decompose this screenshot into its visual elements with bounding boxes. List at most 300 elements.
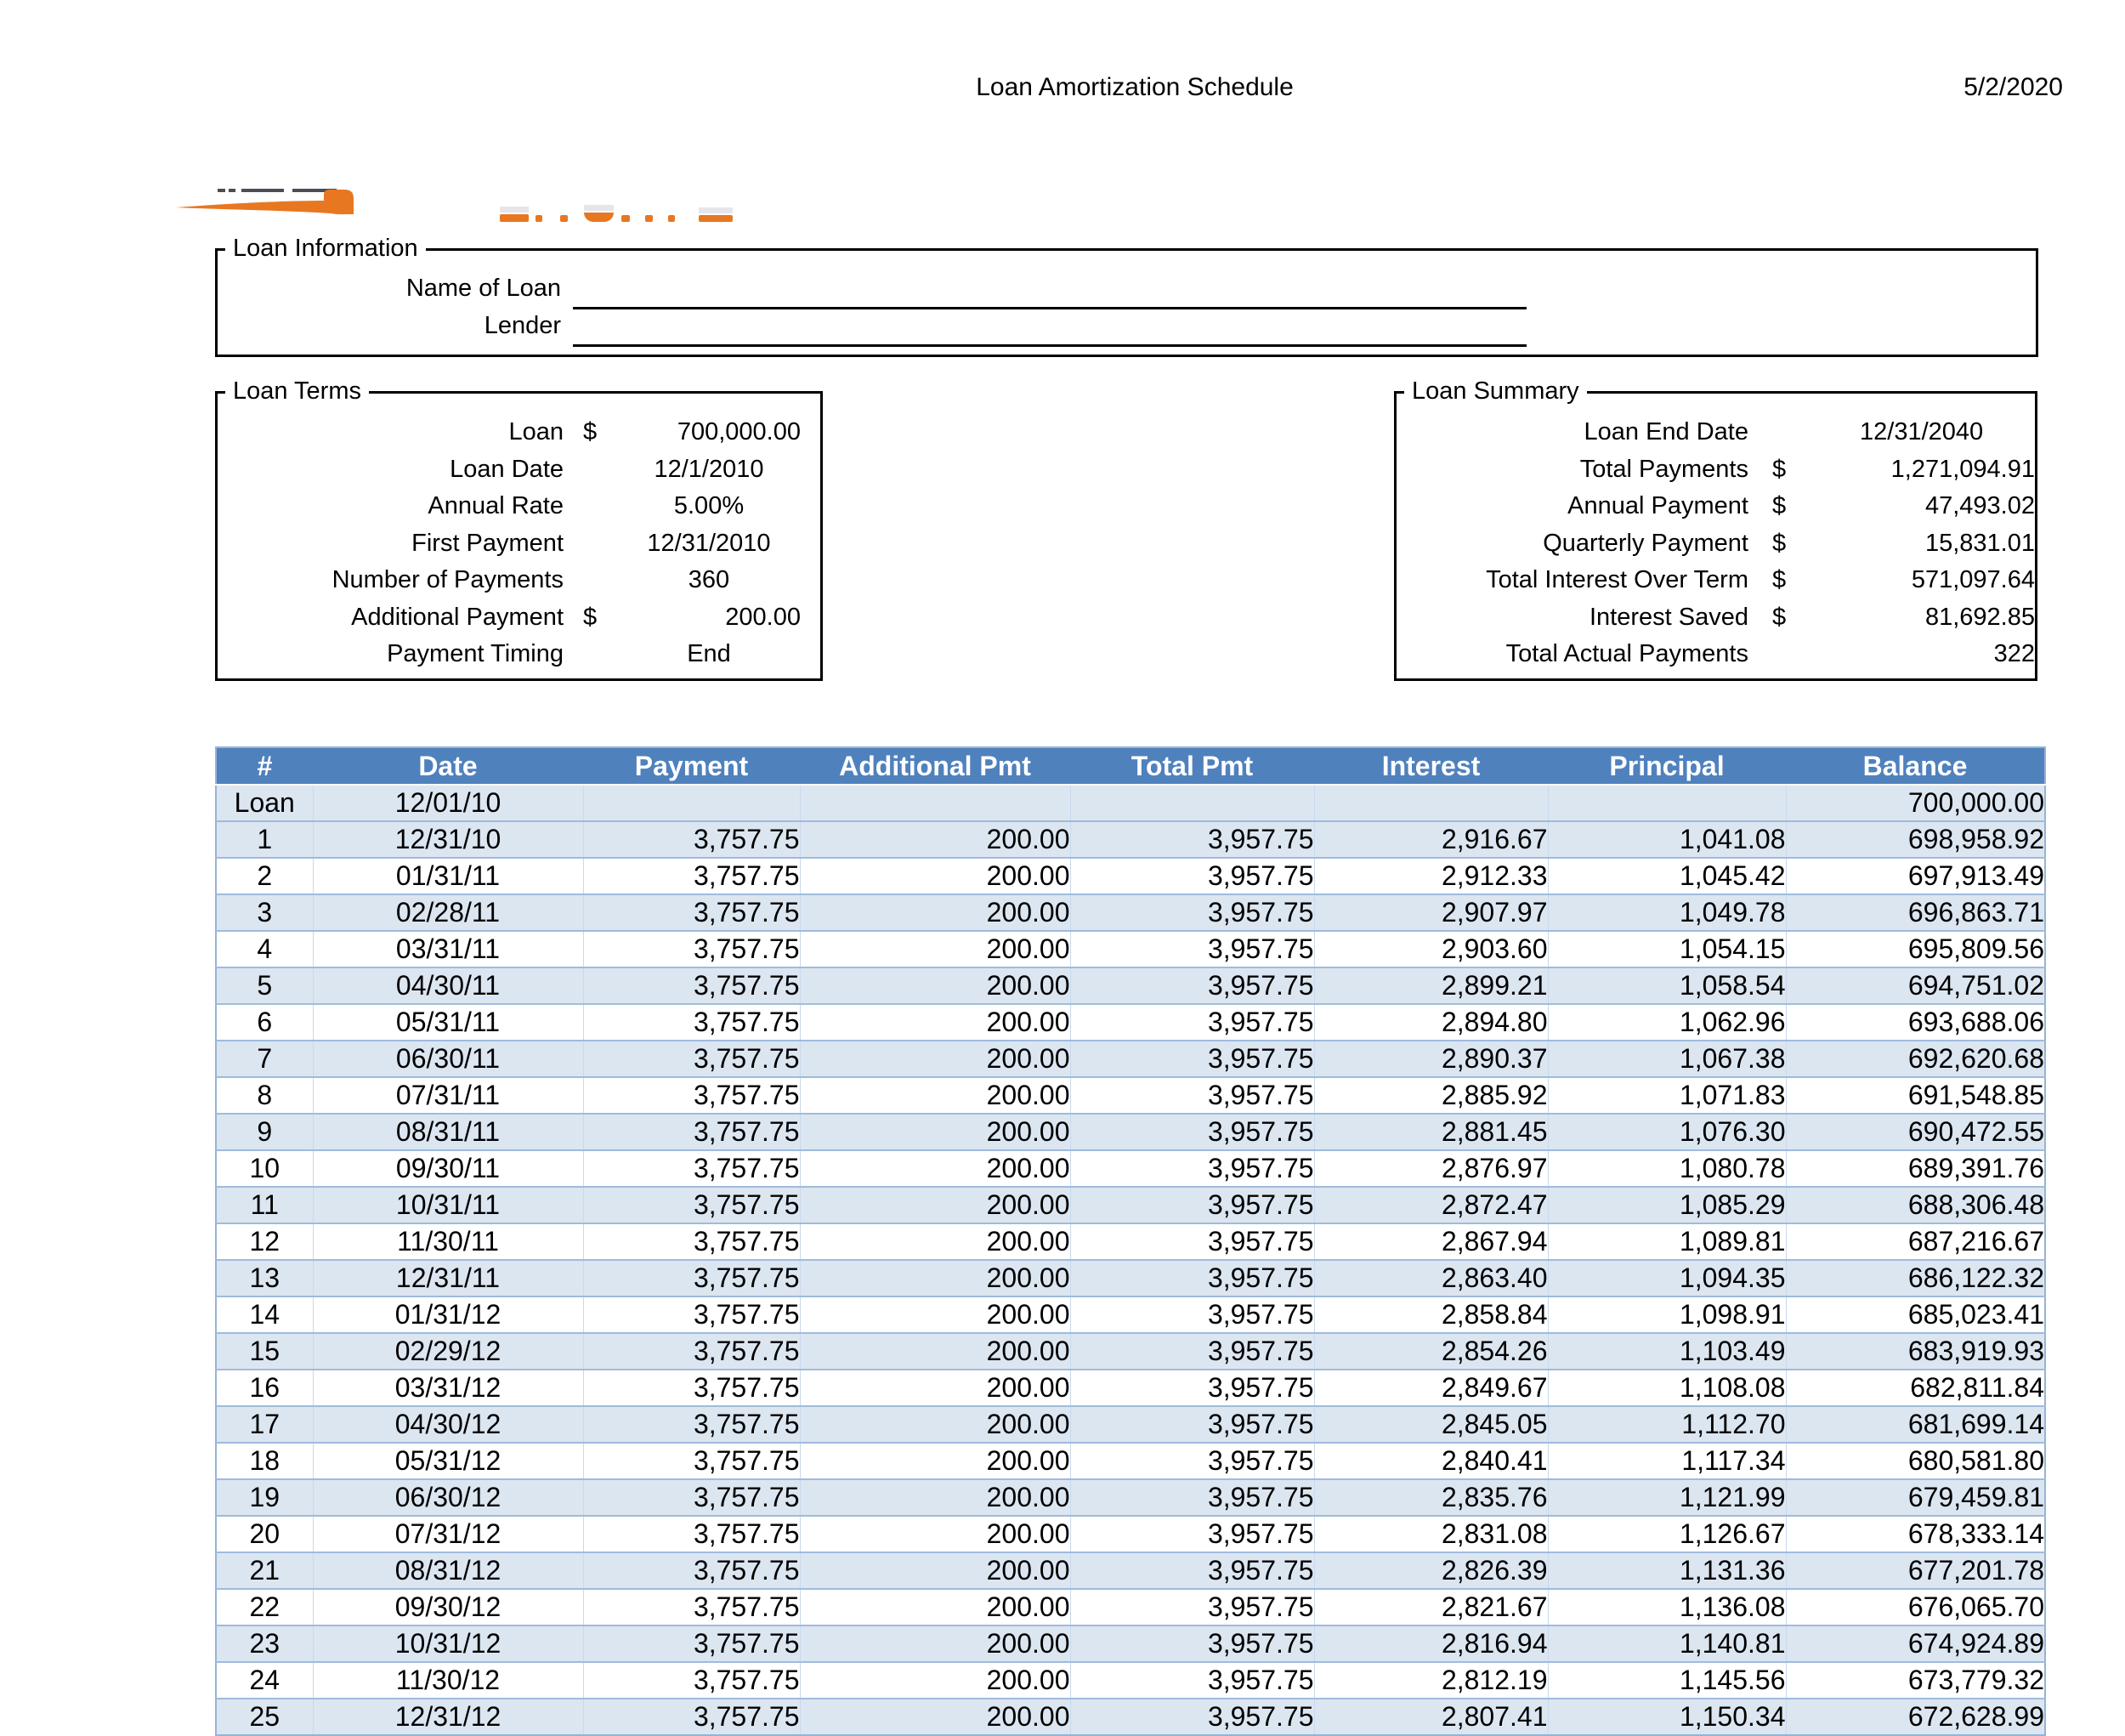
balance-cell: 687,216.67 <box>1786 1223 2045 1260</box>
interest-cell: 2,854.26 <box>1314 1333 1548 1370</box>
additional-pmt-cell <box>800 785 1070 821</box>
balance-cell: 680,581.80 <box>1786 1443 2045 1479</box>
balance-cell: 677,201.78 <box>1786 1552 2045 1589</box>
row-number-cell: 16 <box>216 1370 313 1406</box>
date-cell: 07/31/11 <box>313 1077 583 1114</box>
principal-cell: 1,080.78 <box>1548 1150 1786 1187</box>
term-value: 700,000.00 <box>677 418 801 446</box>
table-row <box>216 931 2045 967</box>
loan-terms-row <box>218 451 820 489</box>
balance-cell: 673,779.32 <box>1786 1662 2045 1699</box>
column-header-num: # <box>216 747 313 785</box>
date-cell: 08/31/12 <box>313 1552 583 1589</box>
table-row <box>216 1370 2045 1406</box>
additional-pmt-cell: 200.00 <box>800 1699 1070 1735</box>
interest-cell: 2,858.84 <box>1314 1296 1548 1333</box>
principal-cell: 1,049.78 <box>1548 894 1786 931</box>
interest-cell <box>1314 785 1548 821</box>
loan-terms-row <box>218 488 820 525</box>
row-number-cell: 21 <box>216 1552 313 1589</box>
balance-cell: 697,913.49 <box>1786 858 2045 894</box>
row-number-cell: 10 <box>216 1150 313 1187</box>
summary-value: 47,493.02 <box>1924 492 2035 520</box>
term-label: First Payment <box>411 529 564 557</box>
currency-symbol: $ <box>1771 566 1787 594</box>
table-row <box>216 1333 2045 1370</box>
total-pmt-cell: 3,957.75 <box>1070 1406 1314 1443</box>
table-row <box>216 1552 2045 1589</box>
term-value: 200.00 <box>725 603 801 631</box>
total-pmt-cell: 3,957.75 <box>1070 1114 1314 1150</box>
logo-letter-fragment-icon <box>668 215 675 222</box>
loan-summary-legend: Loan Summary <box>1404 377 1587 406</box>
loan-terms-rows <box>218 414 820 673</box>
principal-cell: 1,117.34 <box>1548 1443 1786 1479</box>
total-pmt-cell: 3,957.75 <box>1070 1662 1314 1699</box>
payment-cell: 3,757.75 <box>583 1004 800 1041</box>
interest-cell: 2,894.80 <box>1314 1004 1548 1041</box>
currency-symbol: $ <box>1771 492 1787 520</box>
additional-pmt-cell: 200.00 <box>800 858 1070 894</box>
total-pmt-cell: 3,957.75 <box>1070 1150 1314 1187</box>
summary-label: Annual Payment <box>1567 492 1748 520</box>
date-cell: 03/31/12 <box>313 1370 583 1406</box>
total-pmt-cell: 3,957.75 <box>1070 1625 1314 1662</box>
summary-label: Quarterly Payment <box>1543 529 1748 557</box>
total-pmt-cell: 3,957.75 <box>1070 1223 1314 1260</box>
interest-cell: 2,807.41 <box>1314 1699 1548 1735</box>
logo-letter-fragment-icon <box>699 215 733 222</box>
payment-cell: 3,757.75 <box>583 1041 800 1077</box>
balance-cell: 676,065.70 <box>1786 1589 2045 1625</box>
table-row <box>216 1406 2045 1443</box>
total-pmt-cell: 3,957.75 <box>1070 1516 1314 1552</box>
table-row <box>216 1699 2045 1735</box>
total-pmt-cell: 3,957.75 <box>1070 1260 1314 1296</box>
interest-cell: 2,907.97 <box>1314 894 1548 931</box>
logo-letter-fragment-icon <box>500 214 529 222</box>
row-number-cell: 23 <box>216 1625 313 1662</box>
interest-cell: 2,916.67 <box>1314 821 1548 858</box>
row-number-cell: 4 <box>216 931 313 967</box>
row-number-cell: 14 <box>216 1296 313 1333</box>
loan-terms-row <box>218 636 820 673</box>
interest-cell: 2,831.08 <box>1314 1516 1548 1552</box>
logo-letter-fragment-icon <box>560 215 568 222</box>
additional-pmt-cell: 200.00 <box>800 894 1070 931</box>
row-number-cell: 12 <box>216 1223 313 1260</box>
date-cell: 10/31/11 <box>313 1187 583 1223</box>
loan-summary-rows <box>1397 414 2035 673</box>
date-cell: 07/31/12 <box>313 1516 583 1552</box>
summary-value: 1,271,094.91 <box>1890 455 2035 483</box>
loan-summary-section <box>1394 377 2037 681</box>
payment-cell: 3,757.75 <box>583 1516 800 1552</box>
payment-cell: 3,757.75 <box>583 1370 800 1406</box>
total-pmt-cell: 3,957.75 <box>1070 1004 1314 1041</box>
term-value: End <box>687 640 731 668</box>
date-cell: 04/30/11 <box>313 967 583 1004</box>
principal-cell <box>1548 785 1786 821</box>
principal-cell: 1,058.54 <box>1548 967 1786 1004</box>
principal-cell: 1,054.15 <box>1548 931 1786 967</box>
interest-cell: 2,903.60 <box>1314 931 1548 967</box>
principal-cell: 1,103.49 <box>1548 1333 1786 1370</box>
balance-cell: 688,306.48 <box>1786 1187 2045 1223</box>
row-number-cell: 17 <box>216 1406 313 1443</box>
table-row <box>216 1041 2045 1077</box>
date-cell: 04/30/12 <box>313 1406 583 1443</box>
date-cell: 12/31/11 <box>313 1260 583 1296</box>
additional-pmt-cell: 200.00 <box>800 1296 1070 1333</box>
balance-cell: 694,751.02 <box>1786 967 2045 1004</box>
additional-pmt-cell: 200.00 <box>800 1114 1070 1150</box>
table-header <box>216 747 2045 785</box>
summary-value: 571,097.64 <box>1911 566 2035 594</box>
principal-cell: 1,071.83 <box>1548 1077 1786 1114</box>
payment-cell: 3,757.75 <box>583 821 800 858</box>
date-cell: 11/30/11 <box>313 1223 583 1260</box>
loan-summary-row <box>1397 525 2035 563</box>
row-number-cell: 2 <box>216 858 313 894</box>
principal-cell: 1,131.36 <box>1548 1552 1786 1589</box>
balance-cell: 695,809.56 <box>1786 931 2045 967</box>
total-pmt-cell: 3,957.75 <box>1070 1333 1314 1370</box>
logo-letter-fragment-icon <box>536 215 542 222</box>
row-number-cell: 5 <box>216 967 313 1004</box>
table-row <box>216 1479 2045 1516</box>
table-row <box>216 1589 2045 1625</box>
table-row <box>216 1077 2045 1114</box>
loan-summary-row <box>1397 451 2035 489</box>
principal-cell: 1,089.81 <box>1548 1223 1786 1260</box>
currency-symbol: $ <box>1771 529 1787 557</box>
total-pmt-cell: 3,957.75 <box>1070 1077 1314 1114</box>
table-row <box>216 1114 2045 1150</box>
loan-summary-row <box>1397 562 2035 599</box>
row-number-cell: 1 <box>216 821 313 858</box>
total-pmt-cell: 3,957.75 <box>1070 1479 1314 1516</box>
table-row <box>216 858 2045 894</box>
term-label: Loan Date <box>450 455 564 483</box>
summary-value: 12/31/2040 <box>1860 418 1984 446</box>
additional-pmt-cell: 200.00 <box>800 1625 1070 1662</box>
row-number-cell: 8 <box>216 1077 313 1114</box>
date-cell: 10/31/12 <box>313 1625 583 1662</box>
principal-cell: 1,045.42 <box>1548 858 1786 894</box>
total-pmt-cell: 3,957.75 <box>1070 1443 1314 1479</box>
term-value: 12/31/2010 <box>647 529 771 557</box>
interest-cell: 2,912.33 <box>1314 858 1548 894</box>
company-logo-cropped <box>0 0 765 238</box>
date-cell: 09/30/11 <box>313 1150 583 1187</box>
term-label: Annual Rate <box>428 492 564 520</box>
additional-pmt-cell: 200.00 <box>800 1589 1070 1625</box>
additional-pmt-cell: 200.00 <box>800 1406 1070 1443</box>
logo-letter-fragment-icon <box>645 215 653 222</box>
payment-cell: 3,757.75 <box>583 1296 800 1333</box>
total-pmt-cell: 3,957.75 <box>1070 821 1314 858</box>
total-pmt-cell: 3,957.75 <box>1070 1041 1314 1077</box>
balance-cell: 696,863.71 <box>1786 894 2045 931</box>
loan-terms-section <box>215 377 823 681</box>
additional-pmt-cell: 200.00 <box>800 821 1070 858</box>
loan-origination-row <box>216 785 2045 821</box>
date-cell: 12/31/12 <box>313 1699 583 1735</box>
logo-letter-fragment-icon <box>500 207 529 213</box>
term-value: 360 <box>688 566 730 594</box>
principal-cell: 1,136.08 <box>1548 1589 1786 1625</box>
term-label: Loan <box>508 418 564 446</box>
balance-cell: 698,958.92 <box>1786 821 2045 858</box>
summary-value: 81,692.85 <box>1924 603 2035 631</box>
payment-cell: 3,757.75 <box>583 858 800 894</box>
loan-terms-row <box>218 414 820 451</box>
payment-cell: 3,757.75 <box>583 1552 800 1589</box>
additional-pmt-cell: 200.00 <box>800 967 1070 1004</box>
payment-cell: 3,757.75 <box>583 1114 800 1150</box>
summary-label: Loan End Date <box>1584 418 1748 446</box>
total-pmt-cell: 3,957.75 <box>1070 1187 1314 1223</box>
payment-cell: 3,757.75 <box>583 1443 800 1479</box>
payment-cell: 3,757.75 <box>583 1187 800 1223</box>
interest-cell: 2,821.67 <box>1314 1589 1548 1625</box>
date-cell: 12/01/10 <box>313 785 583 821</box>
logo-letter-fragment-icon <box>584 205 614 211</box>
column-header-total-pmt: Total Pmt <box>1070 747 1314 785</box>
principal-cell: 1,121.99 <box>1548 1479 1786 1516</box>
date-cell: 05/31/12 <box>313 1443 583 1479</box>
additional-pmt-cell: 200.00 <box>800 1150 1070 1187</box>
table-row <box>216 967 2045 1004</box>
principal-cell: 1,150.34 <box>1548 1699 1786 1735</box>
loan-summary-row <box>1397 488 2035 525</box>
interest-cell: 2,835.76 <box>1314 1479 1548 1516</box>
balance-cell: 672,628.99 <box>1786 1699 2045 1735</box>
payment-cell: 3,757.75 <box>583 1589 800 1625</box>
additional-pmt-cell: 200.00 <box>800 1443 1070 1479</box>
additional-pmt-cell: 200.00 <box>800 1552 1070 1589</box>
interest-cell: 2,845.05 <box>1314 1406 1548 1443</box>
principal-cell: 1,067.38 <box>1548 1041 1786 1077</box>
principal-cell: 1,145.56 <box>1548 1662 1786 1699</box>
table-row <box>216 1296 2045 1333</box>
term-label: Additional Payment <box>351 603 564 631</box>
payment-cell: 3,757.75 <box>583 1625 800 1662</box>
interest-cell: 2,881.45 <box>1314 1114 1548 1150</box>
date-cell: 01/31/12 <box>313 1296 583 1333</box>
balance-cell: 674,924.89 <box>1786 1625 2045 1662</box>
balance-cell: 678,333.14 <box>1786 1516 2045 1552</box>
balance-cell: 686,122.32 <box>1786 1260 2045 1296</box>
loan-information-legend: Loan Information <box>225 235 426 263</box>
summary-label: Total Interest Over Term <box>1486 566 1748 594</box>
logo-letter-fragment-icon <box>699 207 733 213</box>
interest-cell: 2,876.97 <box>1314 1150 1548 1187</box>
term-label: Payment Timing <box>387 640 564 668</box>
principal-cell: 1,108.08 <box>1548 1370 1786 1406</box>
row-number-cell: Loan <box>216 785 313 821</box>
table-row <box>216 1443 2045 1479</box>
balance-cell: 691,548.85 <box>1786 1077 2045 1114</box>
additional-pmt-cell: 200.00 <box>800 1260 1070 1296</box>
payment-cell <box>583 785 800 821</box>
summary-label: Total Actual Payments <box>1505 640 1748 668</box>
table-row <box>216 1260 2045 1296</box>
balance-cell: 690,472.55 <box>1786 1114 2045 1150</box>
column-header-interest: Interest <box>1314 747 1548 785</box>
row-number-cell: 19 <box>216 1479 313 1516</box>
interest-cell: 2,826.39 <box>1314 1552 1548 1589</box>
additional-pmt-cell: 200.00 <box>800 1041 1070 1077</box>
currency-symbol: $ <box>583 418 598 446</box>
table-row <box>216 1004 2045 1041</box>
term-value: 5.00% <box>673 492 745 520</box>
page-title: Loan Amortization Schedule <box>976 73 1294 101</box>
interest-cell: 2,863.40 <box>1314 1260 1548 1296</box>
logo-letter-fragment-icon <box>621 215 630 222</box>
total-pmt-cell: 3,957.75 <box>1070 1699 1314 1735</box>
date-cell: 02/28/11 <box>313 894 583 931</box>
loan-terms-row <box>218 599 820 637</box>
payment-cell: 3,757.75 <box>583 1699 800 1735</box>
balance-cell: 682,811.84 <box>1786 1370 2045 1406</box>
loan-terms-row <box>218 525 820 563</box>
term-value: 12/1/2010 <box>654 455 764 483</box>
lender-field[interactable] <box>573 344 1527 347</box>
total-pmt-cell: 3,957.75 <box>1070 894 1314 931</box>
total-pmt-cell: 3,957.75 <box>1070 967 1314 1004</box>
row-number-cell: 24 <box>216 1662 313 1699</box>
additional-pmt-cell: 200.00 <box>800 1077 1070 1114</box>
date-cell: 09/30/12 <box>313 1589 583 1625</box>
term-label: Number of Payments <box>332 566 564 594</box>
summary-value: 15,831.01 <box>1924 529 2035 557</box>
interest-cell: 2,872.47 <box>1314 1187 1548 1223</box>
table-row <box>216 1223 2045 1260</box>
summary-label: Interest Saved <box>1589 603 1748 631</box>
table-row <box>216 1516 2045 1552</box>
principal-cell: 1,140.81 <box>1548 1625 1786 1662</box>
payment-cell: 3,757.75 <box>583 1406 800 1443</box>
additional-pmt-cell: 200.00 <box>800 1004 1070 1041</box>
table-row <box>216 821 2045 858</box>
row-number-cell: 25 <box>216 1699 313 1735</box>
balance-cell: 692,620.68 <box>1786 1041 2045 1077</box>
payment-cell: 3,757.75 <box>583 1479 800 1516</box>
logo-swoosh-icon <box>174 183 370 217</box>
date-cell: 02/29/12 <box>313 1333 583 1370</box>
loan-summary-row <box>1397 414 2035 451</box>
name-of-loan-field[interactable] <box>573 307 1527 309</box>
balance-cell: 689,391.76 <box>1786 1150 2045 1187</box>
principal-cell: 1,094.35 <box>1548 1260 1786 1296</box>
name-of-loan-label: Name of Loan <box>405 275 561 302</box>
balance-cell: 683,919.93 <box>1786 1333 2045 1370</box>
row-number-cell: 22 <box>216 1589 313 1625</box>
payment-cell: 3,757.75 <box>583 967 800 1004</box>
schedule-rows <box>216 821 2045 1735</box>
row-number-cell: 20 <box>216 1516 313 1552</box>
summary-value: 322 <box>1993 640 2035 668</box>
balance-cell: 685,023.41 <box>1786 1296 2045 1333</box>
loan-terms-row <box>218 562 820 599</box>
table-row <box>216 1625 2045 1662</box>
balance-cell: 679,459.81 <box>1786 1479 2045 1516</box>
row-number-cell: 18 <box>216 1443 313 1479</box>
loan-terms-legend: Loan Terms <box>225 377 369 406</box>
print-date: 5/2/2020 <box>1964 73 2063 101</box>
additional-pmt-cell: 200.00 <box>800 1370 1070 1406</box>
payment-cell: 3,757.75 <box>583 1260 800 1296</box>
table-row <box>216 894 2045 931</box>
balance-cell: 681,699.14 <box>1786 1406 2045 1443</box>
table-row <box>216 1662 2045 1699</box>
balance-cell: 700,000.00 <box>1786 785 2045 821</box>
principal-cell: 1,126.67 <box>1548 1516 1786 1552</box>
lender-label: Lender <box>484 312 561 339</box>
date-cell: 03/31/11 <box>313 931 583 967</box>
additional-pmt-cell: 200.00 <box>800 1479 1070 1516</box>
row-number-cell: 15 <box>216 1333 313 1370</box>
date-cell: 12/31/10 <box>313 821 583 858</box>
total-pmt-cell: 3,957.75 <box>1070 1589 1314 1625</box>
additional-pmt-cell: 200.00 <box>800 1516 1070 1552</box>
principal-cell: 1,112.70 <box>1548 1406 1786 1443</box>
logo-letter-fragment-icon <box>584 213 614 222</box>
payment-cell: 3,757.75 <box>583 931 800 967</box>
total-pmt-cell: 3,957.75 <box>1070 931 1314 967</box>
date-cell: 06/30/12 <box>313 1479 583 1516</box>
currency-symbol: $ <box>1771 603 1787 631</box>
interest-cell: 2,890.37 <box>1314 1041 1548 1077</box>
interest-cell: 2,840.41 <box>1314 1443 1548 1479</box>
date-cell: 11/30/12 <box>313 1662 583 1699</box>
row-number-cell: 3 <box>216 894 313 931</box>
column-header-principal: Principal <box>1548 747 1786 785</box>
column-header-additional-pmt: Additional Pmt <box>800 747 1070 785</box>
additional-pmt-cell: 200.00 <box>800 1187 1070 1223</box>
row-number-cell: 7 <box>216 1041 313 1077</box>
principal-cell: 1,041.08 <box>1548 821 1786 858</box>
total-pmt-cell: 3,957.75 <box>1070 858 1314 894</box>
date-cell: 05/31/11 <box>313 1004 583 1041</box>
row-number-cell: 13 <box>216 1260 313 1296</box>
table-row <box>216 1150 2045 1187</box>
column-header-payment: Payment <box>583 747 800 785</box>
interest-cell: 2,867.94 <box>1314 1223 1548 1260</box>
interest-cell: 2,885.92 <box>1314 1077 1548 1114</box>
interest-cell: 2,899.21 <box>1314 967 1548 1004</box>
interest-cell: 2,849.67 <box>1314 1370 1548 1406</box>
principal-cell: 1,098.91 <box>1548 1296 1786 1333</box>
currency-symbol: $ <box>583 603 598 631</box>
date-cell: 08/31/11 <box>313 1114 583 1150</box>
principal-cell: 1,076.30 <box>1548 1114 1786 1150</box>
column-header-date: Date <box>313 747 583 785</box>
total-pmt-cell: 3,957.75 <box>1070 1296 1314 1333</box>
row-number-cell: 9 <box>216 1114 313 1150</box>
currency-symbol: $ <box>1771 455 1787 483</box>
total-pmt-cell <box>1070 785 1314 821</box>
loan-summary-row <box>1397 636 2035 673</box>
payment-cell: 3,757.75 <box>583 1333 800 1370</box>
payment-cell: 3,757.75 <box>583 1662 800 1699</box>
principal-cell: 1,085.29 <box>1548 1187 1786 1223</box>
payment-cell: 3,757.75 <box>583 1223 800 1260</box>
date-cell: 06/30/11 <box>313 1041 583 1077</box>
row-number-cell: 11 <box>216 1187 313 1223</box>
